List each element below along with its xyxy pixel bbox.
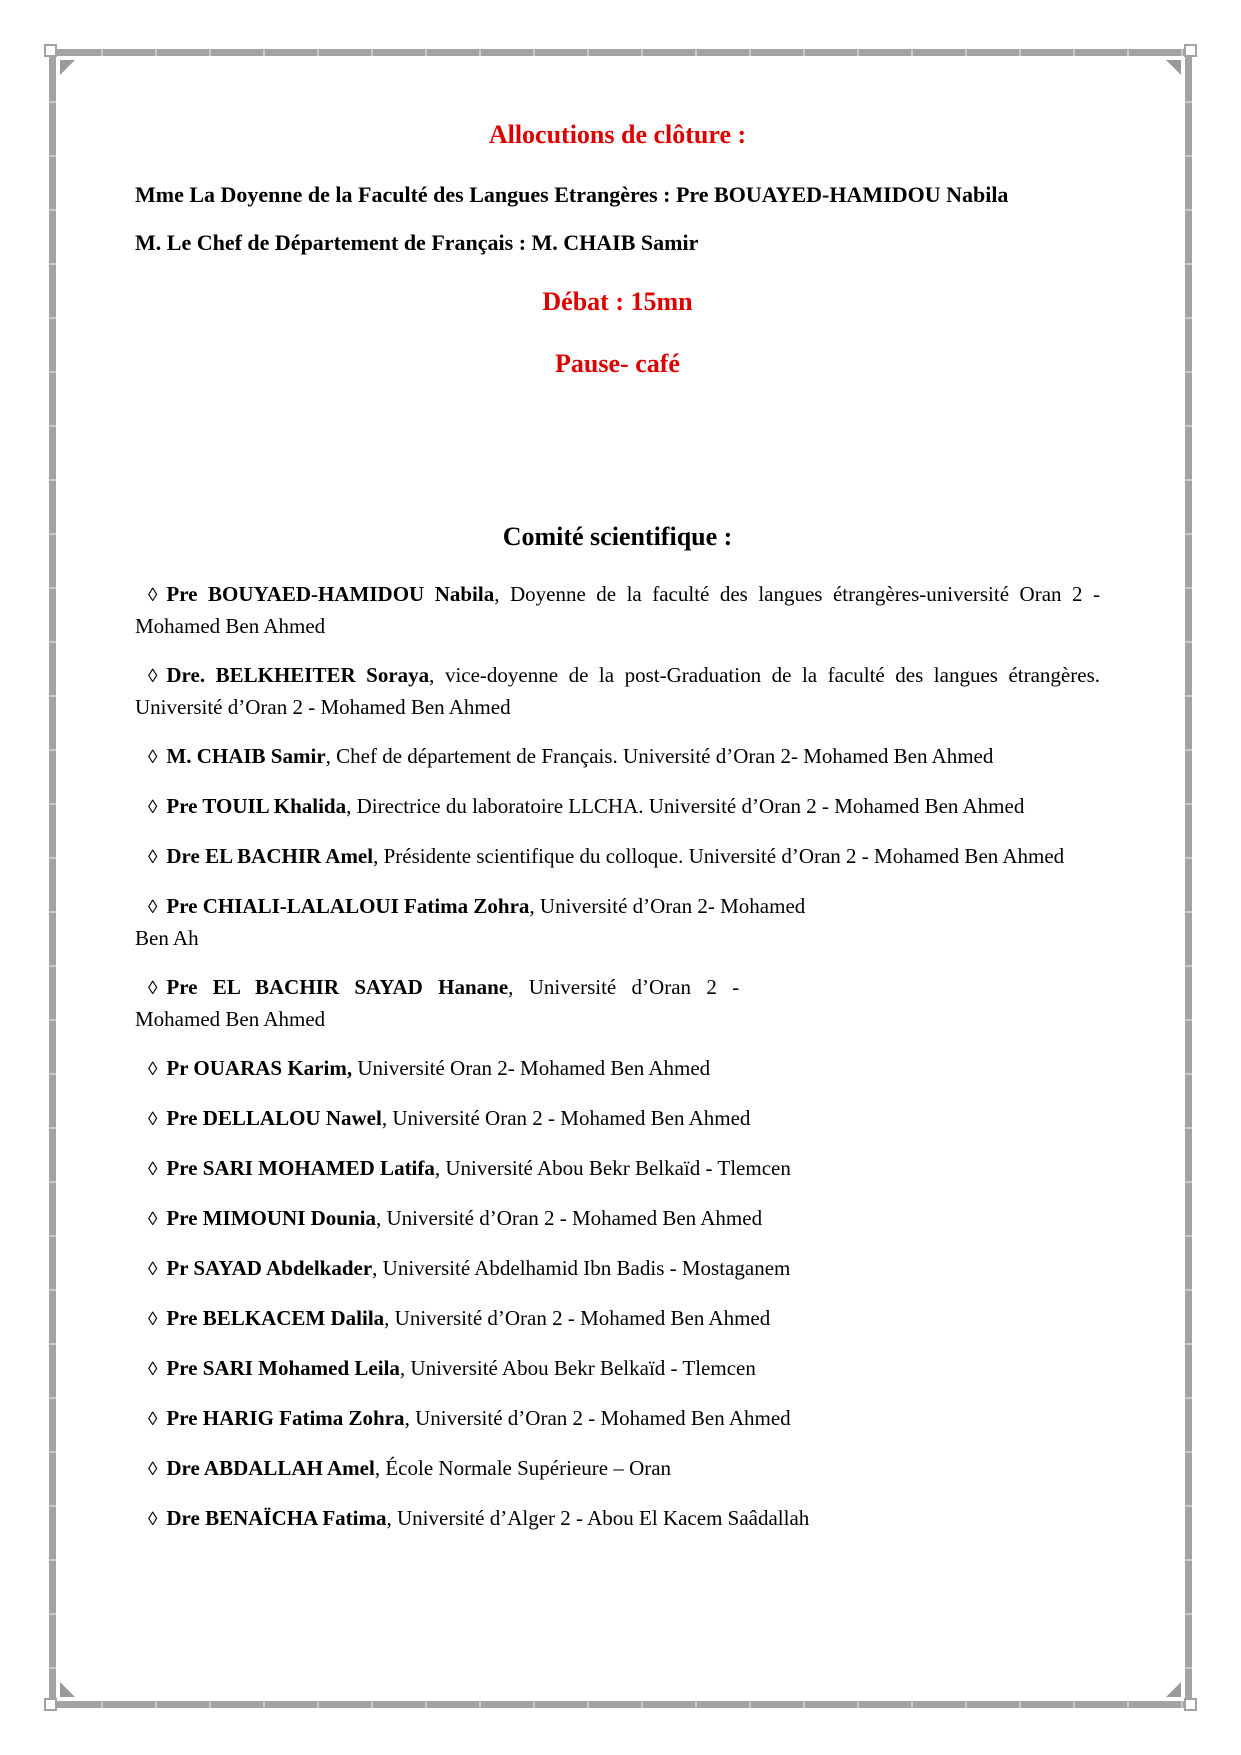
diamond-bullet-icon: ◊: [148, 847, 158, 868]
diamond-bullet-icon: ◊: [148, 1509, 158, 1530]
page-border-left: [49, 49, 56, 1708]
member-name: Dre. BELKHEITER Soraya: [166, 663, 430, 687]
page-border-bottom: [49, 1701, 1192, 1708]
page-border-top: [49, 49, 1192, 56]
border-corner-square-icon: [1184, 1698, 1197, 1711]
member-first-line: [166, 1356, 755, 1380]
coffee-break-heading: Pause- café: [555, 349, 680, 378]
diamond-bullet-icon: ◊: [148, 1159, 158, 1180]
committee-member: [135, 972, 1100, 1035]
diamond-bullet-icon: ◊: [148, 897, 158, 918]
diamond-bullet-icon: ◊: [148, 797, 158, 818]
committee-member: [135, 1353, 1100, 1385]
border-corner-square-icon: [44, 44, 57, 57]
member-name: Pre SARI Mohamed Leila: [166, 1356, 400, 1380]
member-name: Pre SARI MOHAMED Latifa: [166, 1156, 435, 1180]
member-role: , Université Abou Bekr Belkaïd - Tlemcen: [434, 1156, 791, 1180]
committee-member: [135, 1303, 1100, 1335]
committee-member: [135, 841, 1100, 873]
committee-member: [135, 891, 1100, 954]
member-role: , Présidente scientifique du colloque. Université d’Oran 2 - Mohamed Ben Ahmed: [373, 844, 1065, 868]
closing-heading: Allocutions de clôture :: [488, 120, 747, 149]
member-role: , École Normale Supérieure – Oran: [374, 1456, 672, 1480]
member-role: , Directrice du laboratoire LLCHA. Université d’Oran 2 - Mohamed Ben Ahmed: [346, 794, 1025, 818]
member-first-line: [166, 1206, 762, 1230]
committee-member: [135, 1253, 1100, 1285]
member-role-continued: Mohamed Ben Ahmed: [135, 1007, 326, 1031]
member-first-line: [166, 1106, 750, 1130]
border-corner-square-icon: [1184, 44, 1197, 57]
member-role-continued: Ben Ah: [135, 926, 199, 950]
diamond-bullet-icon: ◊: [148, 1309, 158, 1330]
committee-member: [135, 1153, 1100, 1185]
member-name: Dre EL BACHIR Amel: [166, 844, 374, 868]
committee-member: [135, 660, 1100, 723]
member-name: Pre DELLALOU Nawel: [166, 1106, 382, 1130]
member-first-line: [135, 582, 1100, 638]
diamond-bullet-icon: ◊: [148, 1209, 158, 1230]
border-corner-triangle-icon: [1166, 1682, 1181, 1697]
diamond-bullet-icon: ◊: [148, 1109, 158, 1130]
border-corner-triangle-icon: [1166, 60, 1181, 75]
diamond-bullet-icon: ◊: [148, 747, 158, 768]
committee-member: [135, 1053, 1100, 1085]
member-first-line: [166, 744, 993, 768]
member-name: Pre CHIALI-LALALOUI Fatima Zohra: [166, 894, 530, 918]
member-first-line: [166, 1306, 770, 1330]
member-first-line: [135, 663, 1100, 719]
debate-heading: Débat : 15mn: [542, 287, 693, 316]
committee-member: [135, 1103, 1100, 1135]
member-role: , Université Abdelhamid Ibn Badis - Mostaganem: [372, 1256, 791, 1280]
member-role: , Université Oran 2 - Mohamed Ben Ahmed: [381, 1106, 751, 1130]
diamond-bullet-icon: ◊: [148, 1359, 158, 1380]
diamond-bullet-icon: ◊: [148, 1059, 158, 1080]
border-corner-square-icon: [44, 1698, 57, 1711]
page-border-right: [1185, 49, 1192, 1708]
member-role: , Université d’Alger 2 - Abou El Kacem Saâdallah: [386, 1506, 810, 1530]
member-first-line: [166, 1456, 671, 1480]
member-name: M. CHAIB Samir: [166, 744, 326, 768]
diamond-bullet-icon: ◊: [148, 978, 158, 999]
member-name: Pre MIMOUNI Dounia: [166, 1206, 376, 1230]
member-role: , Université d’Oran 2 - Mohamed Ben Ahmed: [376, 1206, 763, 1230]
member-name: Pr SAYAD Abdelkader: [166, 1256, 373, 1280]
member-role: Université Oran 2- Mohamed Ben Ahmed: [352, 1056, 711, 1080]
member-first-line: [166, 1156, 790, 1180]
page-content: [57, 56, 1100, 1553]
committee-member: [135, 1203, 1100, 1235]
committee-list: [135, 579, 1100, 1535]
committee-member: [135, 1403, 1100, 1435]
member-role: , Université d’Oran 2 -: [508, 975, 740, 999]
committee-member: [135, 791, 1100, 823]
member-name: Pre TOUIL Khalida: [166, 794, 347, 818]
member-name: Pr OUARAS Karim,: [166, 1056, 353, 1080]
member-first-line: [166, 894, 805, 918]
border-corner-triangle-icon: [60, 1682, 75, 1697]
member-first-line: [166, 1256, 790, 1280]
member-first-line: [166, 1056, 710, 1080]
member-role: , Université d’Oran 2 - Mohamed Ben Ahmed: [384, 1306, 771, 1330]
member-first-line: [166, 975, 739, 999]
member-first-line: [166, 844, 1064, 868]
member-name: Pre BOUYAED-HAMIDOU Nabila: [166, 582, 495, 606]
diamond-bullet-icon: ◊: [148, 585, 158, 606]
diamond-bullet-icon: ◊: [148, 666, 158, 687]
committee-member: [135, 579, 1100, 642]
member-role: , Université d’Oran 2- Mohamed: [529, 894, 806, 918]
member-role: , Université d’Oran 2 - Mohamed Ben Ahmed: [404, 1406, 791, 1430]
diamond-bullet-icon: ◊: [148, 1259, 158, 1280]
member-name: Pre BELKACEM Dalila: [166, 1306, 385, 1330]
member-role: , Université Abou Bekr Belkaïd - Tlemcen: [399, 1356, 756, 1380]
diamond-bullet-icon: ◊: [148, 1459, 158, 1480]
member-first-line: [166, 1406, 790, 1430]
committee-member: [135, 1503, 1100, 1535]
member-name: Pre EL BACHIR SAYAD Hanane: [166, 975, 509, 999]
committee-member: [135, 741, 1100, 773]
member-name: Dre BENAÏCHA Fatima: [166, 1506, 387, 1530]
committee-heading: Comité scientifique :: [502, 522, 733, 551]
member-role: , Doyenne de la faculté des langues étrangères-université Oran 2 - Mohamed Ben Ahmed: [135, 582, 1100, 638]
member-name: Pre HARIG Fatima Zohra: [166, 1406, 405, 1430]
member-first-line: [166, 794, 1024, 818]
member-first-line: [166, 1506, 809, 1530]
member-name: Dre ABDALLAH Amel: [166, 1456, 375, 1480]
speaker-line-dean: Mme La Doyenne de la Faculté des Langues Etrangères : Pre BOUAYED-HAMIDOU Nabila: [135, 182, 1009, 207]
committee-member: [135, 1453, 1100, 1485]
member-role: , vice-doyenne de la post-Graduation de la faculté des langues étrangères. Université d’Oran 2 - Mohamed Ben Ahmed: [135, 663, 1100, 719]
diamond-bullet-icon: ◊: [148, 1409, 158, 1430]
speaker-line-department-head: M. Le Chef de Département de Français : M. CHAIB Samir: [135, 230, 699, 255]
member-role: , Chef de département de Français. Université d’Oran 2- Mohamed Ben Ahmed: [325, 744, 994, 768]
